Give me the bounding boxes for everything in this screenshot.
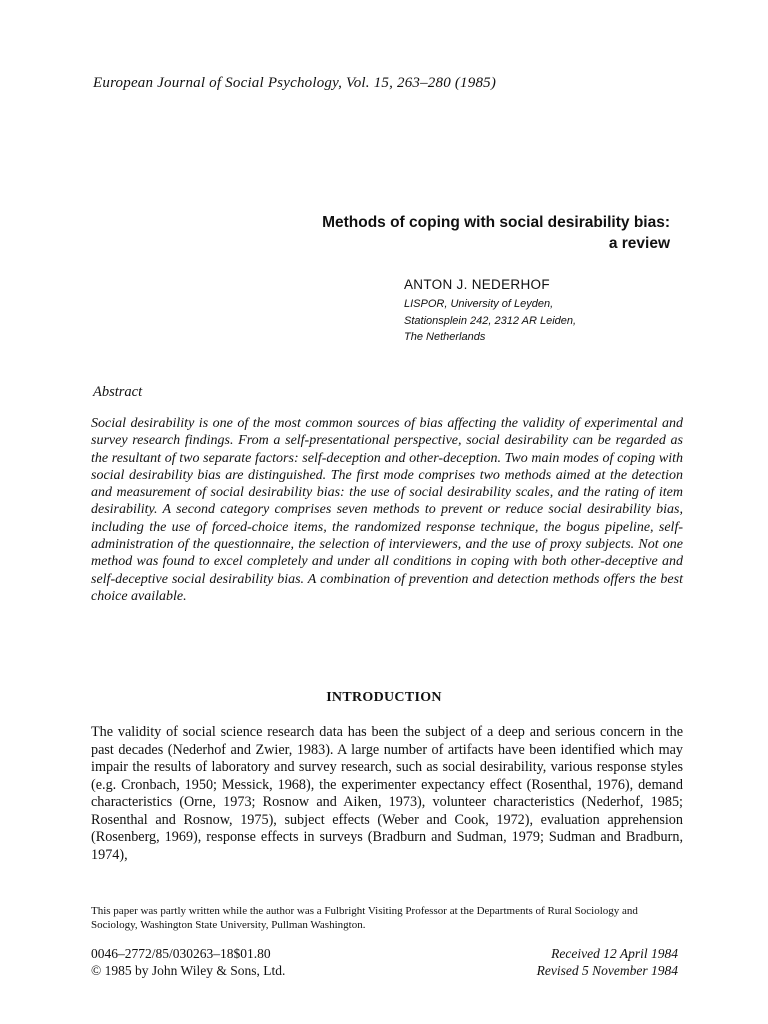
journal-citation: European Journal of Social Psychology, Vol. 15, 263–280 (1985) — [93, 75, 497, 91]
author-name: ANTON J. NEDERHOF — [404, 277, 550, 292]
received-date: Received 12 April 1984 — [551, 946, 678, 961]
copyright-notice: © 1985 by John Wiley & Sons, Ltd. — [91, 963, 286, 978]
introduction-text: The validity of social science research data has been the subject of a deep and serious concern in the past decades (Nederhof and Zwier, 1983). A large number of artifacts have been identified which may impair the results of laboratory and survey research, such as social desirability, various response styles (e.g. Cronbach, 1950; Messick, 1968), the experimenter expectancy effect (Rosenthal, 1976), demand characteristics (Orne, 1973; Rosnow and Aiken, 1973), volunteer characteristics (Nederhof, 1985; Rosenthal and Rosnow, 1975), subject effects (Weber and Cook, 1972), evaluation apprehension (Rosenberg, 1969), response effects in surveys (Bradburn and Sudman, 1979; Sudman and Bradburn, 1974), — [91, 724, 683, 863]
publication-code: 0046–2772/85/030263–18$01.80 — [91, 946, 271, 961]
revised-date: Revised 5 November 1984 — [536, 963, 678, 978]
paper-title-line-1: Methods of coping with social desirability bias: — [322, 214, 670, 231]
paper-title-line-2: a review — [608, 235, 670, 252]
author-block — [404, 277, 576, 346]
author-affiliation-3: The Netherlands — [404, 331, 486, 343]
submission-dates — [537, 945, 678, 979]
footnote: This paper was partly written while the author was a Fulbright Visiting Professor at the Departments of Rural Sociology and Sociology, Washington State University, Pullman Washington. — [91, 905, 638, 931]
abstract-heading: Abstract — [93, 384, 143, 400]
paper-title — [190, 212, 670, 254]
author-affiliation-2: Stationsplein 242, 2312 AR Leiden, — [404, 314, 577, 327]
publication-info — [91, 945, 285, 979]
abstract-text: Social desirability is one of the most common sources of bias affecting the validity of experimental and survey research findings. From a self-presentational perspective, social desirability can be regarded as the resultant of two separate factors: self-deception and other-deception. Two main modes of coping with social desirability bias are distinguished. The first mode comprises two methods aimed at the detection and measurement of social desirability bias: the use of social desirability scales, and the rating of item desirability. A second category comprises seven methods to prevent or reduce social desirability bias, including the use of forced-choice items, the randomized response technique, the bogus pipeline, self-administration of the questionnaire, the selection of interviewers, and the use of proxy subjects. Not one method was found to excel completely and under all conditions in coping with both other-deceptive and self-deceptive social desirability bias. A combination of prevention and detection methods offers the best choice available. — [91, 416, 683, 604]
introduction-heading: INTRODUCTION — [326, 690, 442, 705]
author-affiliation-1: LISPOR, University of Leyden, — [404, 298, 554, 310]
